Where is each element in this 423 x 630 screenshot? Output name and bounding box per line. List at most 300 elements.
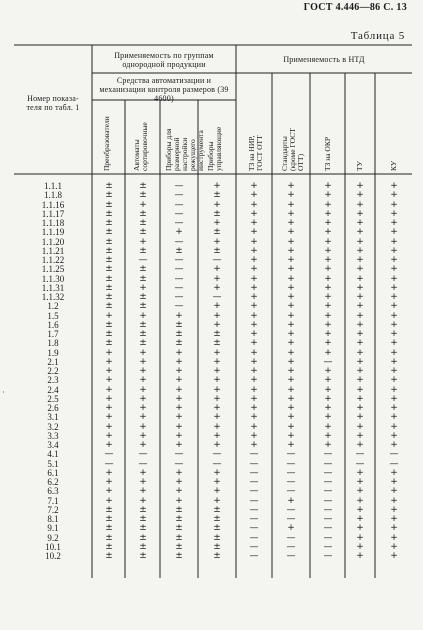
cell-mark: + [390,495,398,506]
cell-mark: ± [139,514,147,524]
cell-mark: + [324,375,332,386]
row-label: 7.1 [47,495,59,506]
table-caption: Таблица 5 [350,30,405,42]
cell-mark: + [356,514,364,524]
cell-mark: + [213,301,221,312]
row-label: 1.1.20 [41,236,65,247]
cell-mark: + [390,190,398,201]
cell-mark: — [389,449,399,460]
row-label: 1.1.32 [41,292,65,302]
column-header-3: Приборы для размерной настройки режущего инструмента [164,128,205,171]
cell-mark: ± [213,329,221,339]
cell-mark: + [175,227,183,238]
row-label: 2.3 [47,375,59,386]
ntd-header: Применяемость в НТД [283,55,365,64]
cell-mark: + [139,347,147,358]
cell-mark: + [390,338,398,349]
row-label: 1.1.19 [41,227,65,238]
row-label: 10.1 [45,541,61,552]
row-label: 1.1.16 [41,199,65,210]
cell-mark: — [138,458,148,469]
cell-mark: + [287,384,295,395]
cell-mark: + [139,467,147,478]
cell-mark: + [175,393,183,404]
cell-mark: ± [105,301,113,312]
cell-mark: + [390,421,398,432]
cell-mark: + [105,393,113,404]
cell-mark: + [390,393,398,404]
row-label: 1.1.30 [41,273,65,284]
cell-mark: ± [139,523,147,534]
cell-mark: + [213,477,221,487]
cell-mark: + [390,523,398,534]
cell-mark: — [355,449,365,460]
cell-mark: + [287,393,295,404]
row-label: 3.1 [47,412,59,423]
cell-mark: + [324,255,332,265]
cell-mark: + [213,486,221,497]
cell-mark: — [174,264,184,275]
cell-mark: + [250,403,258,413]
cell-mark: — [212,449,222,460]
cell-mark: + [250,273,258,284]
row-label: 3.3 [47,430,59,441]
cell-mark: + [250,236,258,247]
cell-mark: + [105,440,113,450]
cell-mark: + [390,347,398,358]
cell-mark: + [324,236,332,247]
group-header: Применяемость по группам однородной продукции [114,51,214,69]
cell-mark: ± [105,208,113,219]
cell-mark: ± [105,551,113,561]
cell-mark: ± [175,541,183,552]
cell-mark: + [390,440,398,450]
cell-mark: + [390,412,398,423]
cell-mark: ± [175,514,183,524]
cell-mark: — [389,458,399,469]
cell-mark: + [356,384,364,395]
cell-mark: — [249,486,259,497]
cell-mark: ± [105,504,113,515]
cell-mark: + [390,366,398,376]
row-label: 1.2 [47,301,59,312]
cell-mark: ± [105,532,113,543]
cell-mark: + [250,208,258,219]
cell-mark: ± [175,532,183,543]
cell-mark: — [174,255,184,265]
cell-mark: + [175,310,183,321]
row-label: 1.1.22 [41,255,65,265]
cell-mark: ± [139,181,147,191]
cell-mark: ± [175,551,183,561]
cell-mark: ± [139,504,147,515]
cell-mark: ± [105,338,113,349]
cell-mark: + [356,282,364,293]
cell-mark: + [390,199,398,210]
cell-mark: ± [105,329,113,339]
cell-mark: ± [105,541,113,552]
cell-mark: + [213,282,221,293]
cell-mark: + [287,199,295,210]
cell-mark: + [390,181,398,191]
cell-mark: + [213,181,221,191]
cell-mark: + [175,412,183,423]
cell-mark: ± [105,282,113,293]
cell-mark: + [250,282,258,293]
cell-mark: + [213,421,221,432]
cell-mark: + [105,366,113,376]
cell-mark: + [250,393,258,404]
cell-mark: + [213,384,221,395]
cell-mark: + [356,319,364,330]
cell-mark: + [139,486,147,497]
cell-mark: + [356,375,364,386]
cell-mark: + [356,338,364,349]
cell-mark: + [390,245,398,256]
cell-mark: ± [175,319,183,330]
cell-mark: — [249,477,259,487]
cell-mark: ± [213,551,221,561]
row-label: 2.4 [47,384,59,395]
row-label: 1.1.8 [44,190,62,201]
cell-mark: + [213,375,221,386]
cell-mark: ± [139,227,147,238]
cell-mark: + [250,264,258,275]
column-header-2: Автоматы сортировочные [132,122,149,171]
cell-mark: + [287,245,295,256]
cell-mark: — [286,458,296,469]
cell-mark: + [390,236,398,247]
row-label: 2.5 [47,393,59,404]
cell-mark: + [105,403,113,413]
cell-mark: + [105,310,113,321]
cell-mark: — [323,514,333,524]
cell-mark: — [323,477,333,487]
row-label: 2.2 [47,366,59,376]
cell-mark: ± [105,181,113,191]
cell-mark: + [356,329,364,339]
cell-mark: + [324,218,332,228]
cell-mark: — [212,292,222,302]
cell-mark: + [324,292,332,302]
cell-mark: + [213,264,221,275]
cell-mark: + [139,477,147,487]
cell-mark: + [287,218,295,228]
cell-mark: + [287,430,295,441]
cell-mark: + [105,375,113,386]
cell-mark: + [105,384,113,395]
cell-mark: + [324,366,332,376]
cell-mark: ± [105,292,113,302]
cell-mark: + [139,282,147,293]
row-label: 1.1.17 [41,208,65,219]
cell-mark: + [324,421,332,432]
subgroup-header: Средства автоматизации и механизации контроля размеров (39 4600) [99,76,229,103]
cell-mark: — [174,273,184,284]
cell-mark: + [139,440,147,450]
cell-mark: + [356,440,364,450]
cell-mark: + [356,199,364,210]
column-header-8: ТУ [355,161,364,171]
cell-mark: + [175,495,183,506]
cell-mark: ± [105,523,113,534]
cell-mark: — [212,458,222,469]
cell-mark: + [175,366,183,376]
cell-mark: + [390,218,398,228]
row-label: 2.1 [47,356,59,367]
cell-mark: ± [213,504,221,515]
cell-mark: — [323,495,333,506]
cell-mark: + [356,366,364,376]
row-label: 2.6 [47,403,59,413]
cell-mark: + [139,199,147,210]
cell-mark: — [138,255,148,265]
cell-mark: + [175,375,183,386]
cell-mark: — [174,181,184,191]
row-label: 6.1 [47,467,59,478]
cell-mark: — [323,541,333,552]
cell-mark: — [174,218,184,228]
cell-mark: + [175,440,183,450]
cell-mark: + [213,403,221,413]
cell-mark: + [213,366,221,376]
cell-mark: + [213,356,221,367]
cell-mark: — [286,467,296,478]
cell-mark: + [390,375,398,386]
row-label: 1.9 [47,347,59,358]
cell-mark: ± [105,255,113,265]
cell-mark: + [287,236,295,247]
cell-mark: — [323,486,333,497]
cell-mark: ± [139,338,147,349]
page-header: ГОСТ 4.446—86 С. 13 [303,2,407,13]
cell-mark: + [287,329,295,339]
cell-mark: ± [139,273,147,284]
cell-mark: + [287,301,295,312]
cell-mark: ± [213,338,221,349]
row-label: 6.2 [47,477,59,487]
row-label: 7.2 [47,504,59,515]
row-label: 4.1 [47,449,59,460]
column-header-9: КУ [389,160,398,171]
cell-mark: + [139,384,147,395]
cell-mark: — [174,282,184,293]
cell-mark: — [323,449,333,460]
cell-mark: ± [139,301,147,312]
cell-mark: + [390,467,398,478]
cell-mark: ± [139,292,147,302]
cell-mark: + [356,403,364,413]
cell-mark: + [390,227,398,238]
cell-mark: — [249,504,259,515]
cell-mark: + [356,486,364,497]
column-header-4: Приборы управляющие [206,126,223,171]
cell-mark: + [287,319,295,330]
cell-mark: ± [139,208,147,219]
cell-mark: — [212,255,222,265]
cell-mark: + [356,495,364,506]
cell-mark: ± [213,514,221,524]
cell-mark: + [287,208,295,219]
cell-mark: + [356,421,364,432]
cell-mark: + [287,227,295,238]
cell-mark: + [139,495,147,506]
cell-mark: — [104,458,114,469]
cell-mark: + [213,347,221,358]
cell-mark: + [139,375,147,386]
cell-mark: ± [175,338,183,349]
cell-mark: + [250,366,258,376]
cell-mark: — [249,514,259,524]
column-header-6: Стандарты (кроме ГОСТ ОТТ) [280,128,305,171]
cell-mark: + [287,523,295,534]
row-label: 5.1 [47,458,59,469]
cell-mark: + [390,477,398,487]
cell-mark: + [324,181,332,191]
cell-mark: — [249,458,259,469]
cell-mark: + [287,273,295,284]
cell-mark: + [250,440,258,450]
cell-mark: + [390,208,398,219]
cell-mark: + [356,190,364,201]
cell-mark: + [105,477,113,487]
row-label: 1.8 [47,338,59,349]
cell-mark: + [287,190,295,201]
cell-mark: + [356,356,364,367]
cell-mark: + [175,430,183,441]
cell-mark: + [287,310,295,321]
cell-mark: + [390,541,398,552]
cell-mark: + [250,255,258,265]
cell-mark: + [324,319,332,330]
cell-mark: + [250,292,258,302]
cell-mark: + [390,255,398,265]
cell-mark: + [324,329,332,339]
cell-mark: + [356,477,364,487]
cell-mark: — [286,486,296,497]
cell-mark: + [390,301,398,312]
cell-mark: — [323,356,333,367]
cell-mark: + [139,393,147,404]
cell-mark: — [249,467,259,478]
cell-mark: + [139,310,147,321]
cell-mark: + [356,301,364,312]
cell-mark: ± [139,532,147,543]
cell-mark: ± [175,523,183,534]
cell-mark: ± [139,329,147,339]
cell-mark: + [287,421,295,432]
cell-mark: + [250,227,258,238]
cell-mark: ± [139,319,147,330]
cell-mark: — [174,199,184,210]
cell-mark: + [324,301,332,312]
cell-mark: + [324,227,332,238]
cell-mark: + [390,403,398,413]
cell-mark: + [390,329,398,339]
cell-mark: — [323,523,333,534]
cell-mark: + [324,208,332,219]
cell-mark: — [286,541,296,552]
cell-mark: + [213,440,221,450]
cell-mark: + [356,532,364,543]
row-label: 1.1.1 [44,181,62,191]
cell-mark: + [213,273,221,284]
cell-mark: + [213,310,221,321]
cell-mark: + [250,384,258,395]
cell-mark: + [356,218,364,228]
cell-mark: + [324,273,332,284]
cell-mark: + [139,403,147,413]
cell-mark: ± [105,199,113,210]
cell-mark: + [175,467,183,478]
cell-mark: + [390,356,398,367]
cell-mark: + [250,319,258,330]
cell-mark: + [390,292,398,302]
cell-mark: ± [213,208,221,219]
cell-mark: + [390,264,398,275]
cell-mark: + [356,412,364,423]
cell-mark: + [139,430,147,441]
cell-mark: + [139,421,147,432]
cell-mark: — [286,514,296,524]
cell-mark: — [286,504,296,515]
cell-mark: + [390,282,398,293]
cell-mark: + [175,421,183,432]
cell-mark: + [324,403,332,413]
cell-mark: + [356,430,364,441]
cell-mark: ± [175,329,183,339]
cell-mark: ± [105,236,113,247]
cell-mark: + [213,393,221,404]
cell-mark: ± [139,551,147,561]
cell-mark: + [324,393,332,404]
cell-mark: + [250,412,258,423]
cell-mark: ± [175,504,183,515]
row-label: 8.1 [47,514,59,524]
cell-mark: — [174,236,184,247]
cell-mark: + [324,245,332,256]
cell-mark: + [390,551,398,561]
row-label: 3.2 [47,421,59,432]
cell-mark: + [356,227,364,238]
cell-mark: ± [213,541,221,552]
cell-mark: + [105,495,113,506]
cell-mark: ± [139,245,147,256]
cell-mark: ± [105,218,113,228]
cell-mark: + [356,393,364,404]
cell-mark: — [138,449,148,460]
cell-mark: + [390,430,398,441]
row-label: 1.7 [47,329,59,339]
cell-mark: + [250,310,258,321]
cell-mark: + [175,347,183,358]
cell-mark: + [250,375,258,386]
cell-mark: + [175,384,183,395]
row-label: 1.1.18 [41,218,65,228]
cell-mark: + [175,356,183,367]
cell-mark: ± [213,190,221,201]
cell-mark: — [249,551,259,561]
cell-mark: + [356,310,364,321]
cell-mark: — [104,449,114,460]
cell-mark: — [286,449,296,460]
cell-mark: + [356,292,364,302]
cell-mark: + [324,440,332,450]
cell-mark: + [390,486,398,497]
cell-mark: + [213,467,221,478]
cell-mark: + [250,421,258,432]
cell-mark: — [174,301,184,312]
